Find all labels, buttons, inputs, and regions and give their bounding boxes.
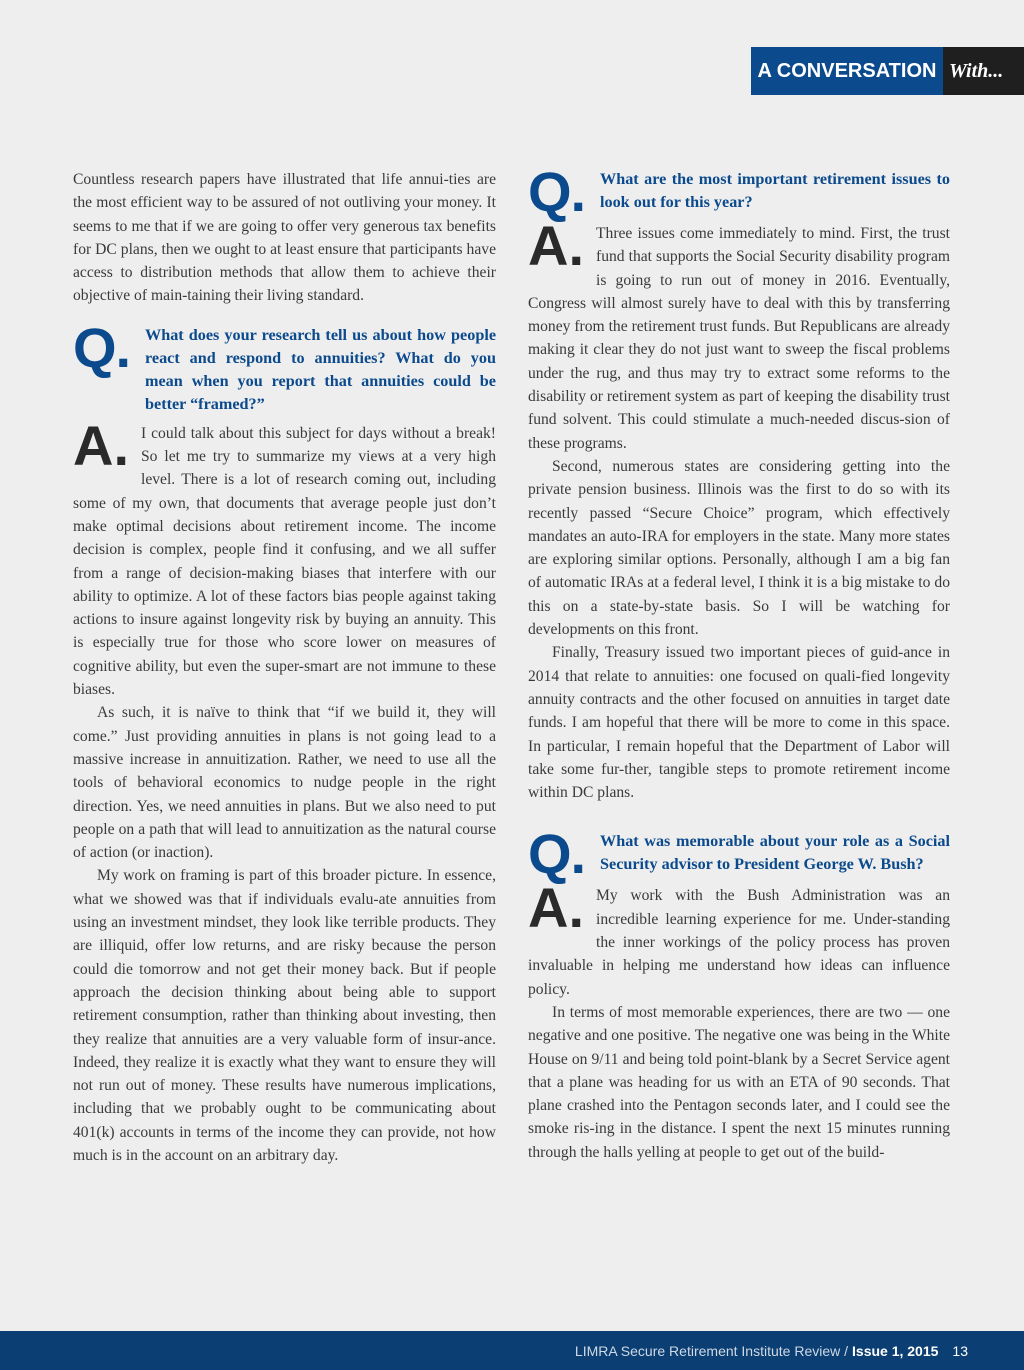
answer-block bbox=[73, 413, 496, 1168]
question-text: What are the most important retirement issues to look out for this year? bbox=[600, 170, 950, 211]
answer-block bbox=[528, 214, 950, 804]
answer-paragraph: Three issues come immediately to mind. First, the trust fund that supports the Social Security disability program is going to run out of money in 2016. Eventually, Congress will almost surely have to deal with this by transferring money from the retirement trust funds. But Republicans are already making it clear they do not just want to sweep the fiscal problems under the rug, and thus may try to extract some reforms to the disability or retirement system as part of keeping the disability trust fund solvent. This could stimulate a much-needed discus-sion of these programs. bbox=[528, 225, 950, 452]
question-block bbox=[528, 160, 950, 223]
left-column bbox=[73, 168, 496, 1167]
intro-paragraph: Countless research papers have illustrated that life annui-ties are the most efficient way to be assured of not outliving your money. It seems to me that if we are going to offer very generous tax benefits for DC plans, then we ought to at least ensure that participants have access to distribution methods that allow them to achieve their objective of main-taining their living standard. bbox=[73, 171, 496, 305]
answer-paragraph: As such, it is naïve to think that “if we build it, they will come.” Just providing annuities in plans is not going lead to a massive increase in annuitization. Rather, we need to use all the tools of behavioral economics to nudge people in the right direction. Yes, we need annuities in plans. But we also need to put people on a path that will lead to annuitization as the natural course of action (or inaction). bbox=[73, 704, 496, 862]
section-header-main: A CONVERSATION bbox=[751, 47, 943, 95]
answer-paragraph: Finally, Treasury issued two important pieces of guid-ance in 2014 that relate to annuities: one focused on quali-fied longevity annuity contracts and the other focused on annuities in target date funds. I am hopeful that there will be more to come in this space. In particular, I remain hopeful that the Department of Labor will take some fur-ther, tangible steps to promote retirement income within DC plans. bbox=[528, 644, 950, 802]
answer-paragraph: My work on framing is part of this broader picture. In essence, what we showed was that if individuals evalu-ate annuities from using an investment mindset, they look like terrible products. They are illiquid, offer low returns, and are risky because the person could die tomorrow and not get their money back. But if people approach the decision thinking about being able to support retirement consumption, rather than thinking about investing, then they realize that annuities are a very valuable form of insur-ance. Indeed, they realize it is exactly what they want to ensure they will not run out of money. These results have numerous implications, including that we probably ought to be communicating about 401(k) accounts in terms of the income they can provide, not how much is in the account on an arbitrary day. bbox=[73, 867, 496, 1164]
answer-letter: A. bbox=[73, 413, 129, 477]
answer-paragraph: In terms of most memorable experiences, there are two — one negative and one positive. The negative one was being in the White House on 9/11 and being told point-blank by a Secret Service agent that a plane was heading for us with an ETA of 90 seconds. That plane crashed into the Pentagon seconds later, and I could see the smoke ris-ing in the distance. I spent the next 15 minutes running through the halls yelling at people to get out of the build- bbox=[528, 1003, 950, 1161]
question-block bbox=[528, 822, 950, 886]
answer-block bbox=[528, 876, 950, 1164]
answer-letter: A. bbox=[528, 214, 584, 277]
answer-paragraph: I could talk about this subject for days without a break! So let me try to summarize my views at a very high level. There is a lot of research coming out, including some of my own, that documents that average people just don’t make optimal decisions about retirement income. The income decision is complex, people find it confusing, and we all suffer from a range of decision-making biases that interfere with our ability to optimize. A lot of these factors bias people against taking actions to insure against longevity risk by buying an annuity. This is especially true for those who score lower on measures of cognitive ability, but even the super-smart are not immune to these biases. bbox=[73, 424, 496, 699]
page-number: 13 bbox=[952, 1342, 968, 1359]
question-block bbox=[73, 315, 496, 416]
question-letter: Q. bbox=[528, 822, 586, 886]
answer-paragraph: My work with the Bush Administration was an incredible learning experience for me. Under-standing the inner workings of the policy process has proven invaluable in helping me understand how ideas can influence policy. bbox=[528, 887, 950, 998]
page-footer bbox=[0, 1331, 1024, 1370]
question-text: What was memorable about your role as a Social Security advisor to President George W. Bush? bbox=[600, 832, 950, 874]
footer-publication: LIMRA Secure Retirement Institute Review / bbox=[574, 1342, 849, 1359]
answer-paragraph: Second, numerous states are considering getting into the private pension business. Illinois was the first to do so with its recently passed “Secure Choice” program, which effectively mandates an auto-IRA for employers in the state. Many more states are exploring similar options. Personally, although I am a big fan of automatic IRAs at a federal level, I think it is a big mistake to do this on a state-by-state basis. So I will be watching for developments on this front. bbox=[528, 457, 950, 639]
section-header-italic: With... bbox=[943, 47, 1024, 95]
footer-issue: Issue 1, 2015 bbox=[852, 1342, 939, 1359]
answer-letter: A. bbox=[528, 876, 584, 940]
question-letter: Q. bbox=[73, 315, 131, 379]
question-text: What does your research tell us about how people react and respond to annuities? What do you mean when you report that annuities could be better “framed?” bbox=[145, 325, 496, 413]
section-header-tab bbox=[751, 47, 1024, 95]
question-letter: Q. bbox=[528, 160, 586, 223]
right-column bbox=[528, 160, 950, 1164]
